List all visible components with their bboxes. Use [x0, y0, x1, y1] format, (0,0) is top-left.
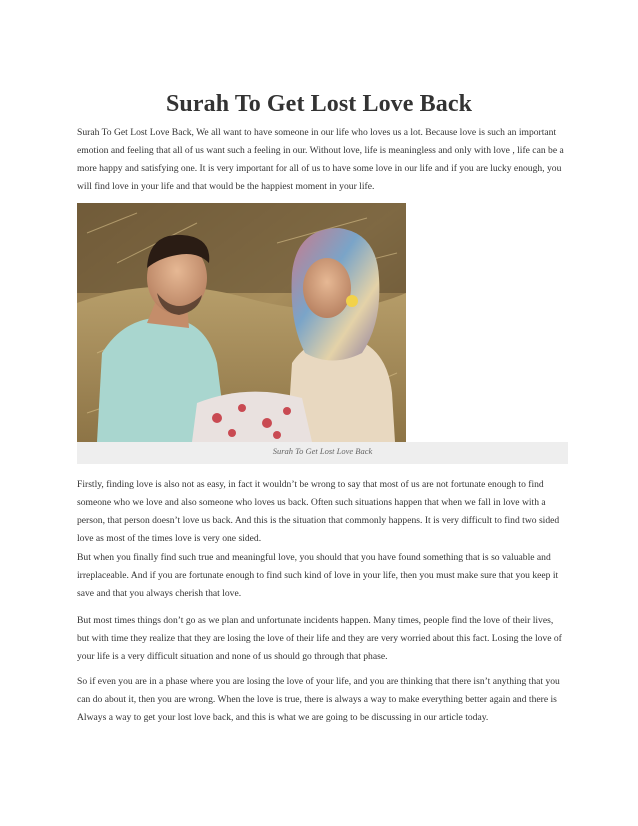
body-paragraph-4: So if even you are in a phase where you are losing the love of your life, and you are thinking that there isn’t anything that you can do about it, then you are wrong. When the love is true, there is always a way to make everything better again and there is Always a way to get your lost love back, and this is what we are going to be discussing in our article today.	[77, 676, 560, 723]
article-figure	[77, 203, 568, 464]
intro-paragraph: Surah To Get Lost Love Back, We all want to have someone in our life who loves us a lot. Because love is such an important emotion and feeling that all of us want such a feeling in our. Without love, life is meaningless and only with love , life can be a more happy and satisfying one. It is very important for all of us to have some love in our life and if you are lucky enough, you will find love in your life and that would be the happiest moment in your life.	[77, 127, 564, 192]
image-caption: Surah To Get Lost Love Back	[272, 446, 373, 456]
body-paragraph-3: But most times things don’t go as we plan and unfortunate incidents happen. Many times, people find the love of their lives, but with time they realize that they are losing the love of their life and they are very worried about this fact. Losing the love of your life is a very difficult situation and none of us should go through that phase.	[77, 615, 562, 662]
body-paragraph-2: But when you finally find such true and meaningful love, you should that you have found something that is so valuable and irreplaceable. And if you are fortunate enough to find such kind of love in your life, then you must make sure that you keep it save and that you always cherish that love.	[77, 552, 559, 599]
body-paragraph-1: Firstly, finding love is also not as easy, in fact it wouldn’t be wrong to say that most of us are not fortunate enough to find someone who we love and also someone who loves us back. Often such situations happen that when we fall in love with a person, that person doesn’t love us back. And this is the situation that commonly happens. It is very difficult to find two sided love as most of the times love is very one sided.	[77, 479, 560, 544]
page-title: Surah To Get Lost Love Back	[165, 91, 473, 117]
image-caption-bar	[77, 442, 568, 464]
couple-photo	[77, 203, 406, 442]
